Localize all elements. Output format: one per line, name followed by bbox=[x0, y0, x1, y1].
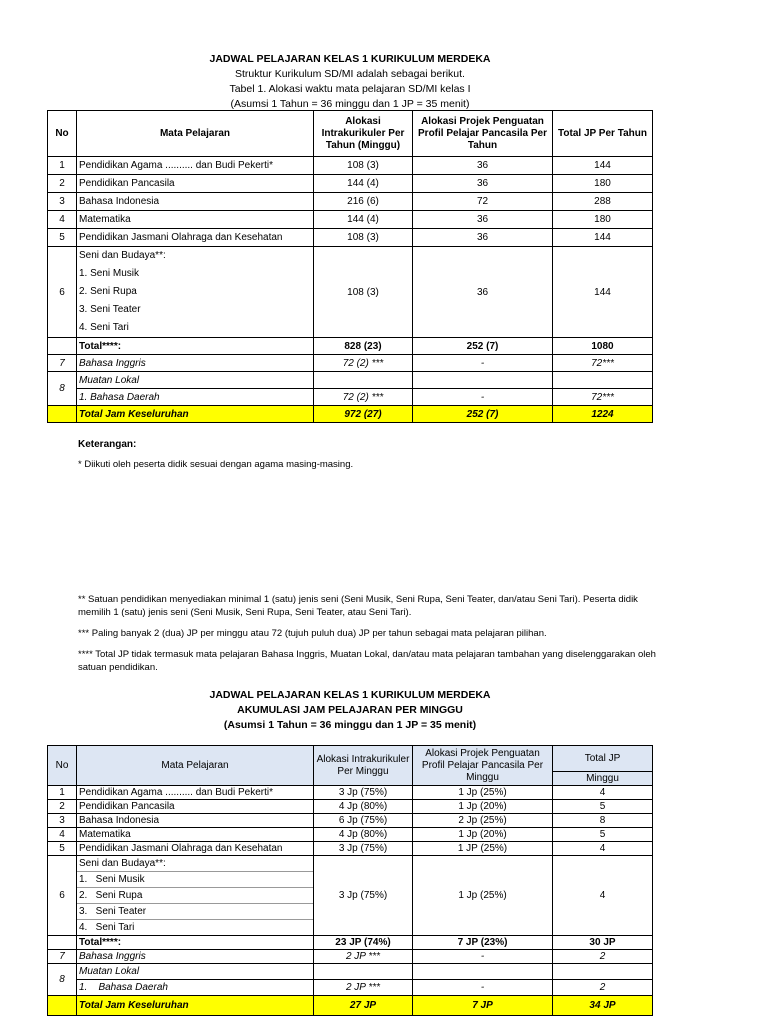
row-intra: 6 Jp (75%) bbox=[314, 814, 413, 828]
row-total: 2 bbox=[553, 950, 653, 964]
row-seni-mapel bbox=[77, 856, 314, 936]
row-intra: 108 (3) bbox=[314, 157, 413, 175]
row-mapel: Muatan Lokal bbox=[77, 964, 314, 980]
table-row-inggris bbox=[48, 950, 653, 964]
table-row-seni bbox=[48, 856, 653, 936]
row-projek: 1 Jp (20%) bbox=[413, 828, 553, 842]
row-mapel-sub: 1. Bahasa Daerah bbox=[77, 980, 314, 996]
row-mapel: Pendidikan Agama .......... dan Budi Pekerti* bbox=[77, 786, 314, 800]
seni-line: 4. Seni Tari bbox=[79, 922, 135, 933]
row-no: 3 bbox=[48, 814, 77, 828]
table-row bbox=[48, 786, 653, 800]
row-intra: 72 (2) *** bbox=[314, 389, 413, 406]
doc1-line2: Struktur Kurikulum SD/MI adalah sebagai berikut. bbox=[235, 68, 465, 80]
row-total: 2 bbox=[553, 980, 653, 996]
keterangan-title: Keterangan: bbox=[78, 439, 137, 450]
table-row-mulok bbox=[48, 964, 653, 980]
row-projek: - bbox=[413, 389, 553, 406]
table-row bbox=[48, 800, 653, 814]
table-row bbox=[48, 157, 653, 175]
table2-header-minggu: Minggu bbox=[553, 772, 653, 786]
table-row-total bbox=[48, 936, 653, 950]
table-row-mulok-sub bbox=[48, 980, 653, 996]
total-intra: 828 (23) bbox=[314, 338, 413, 355]
grand-label: Total Jam Keseluruhan bbox=[77, 996, 314, 1016]
row-total: 180 bbox=[553, 211, 653, 229]
note-4: **** Total JP tidak termasuk mata pelajaran Bahasa Inggris, Muatan Lokal, dan/atau mata pelajaran tambahan yang diselenggarakan oleh satuan pendidikan. bbox=[78, 649, 656, 673]
row-projek: 1 Jp (25%) bbox=[413, 786, 553, 800]
row-no: 2 bbox=[48, 175, 77, 193]
row-no: 4 bbox=[48, 828, 77, 842]
total-label: Total****: bbox=[77, 936, 314, 950]
row-intra: 2 JP *** bbox=[314, 950, 413, 964]
row-no: 6 bbox=[48, 247, 77, 338]
row-mapel: Pendidikan Pancasila bbox=[77, 175, 314, 193]
table-row-grand-total bbox=[48, 996, 653, 1016]
table-row-seni bbox=[48, 247, 653, 338]
row-no: 4 bbox=[48, 211, 77, 229]
row-projek: 1 JP (25%) bbox=[413, 842, 553, 856]
seni-line: 1. Seni Musik bbox=[77, 872, 313, 888]
table-row bbox=[48, 211, 653, 229]
row-projek: 2 Jp (25%) bbox=[413, 814, 553, 828]
table-row bbox=[48, 842, 653, 856]
row-mapel: Matematika bbox=[77, 211, 314, 229]
row-total: 5 bbox=[553, 800, 653, 814]
row-total: 4 bbox=[553, 786, 653, 800]
total-intra: 23 JP (74%) bbox=[314, 936, 413, 950]
table2-header-projek: Alokasi Projek Penguatan Profil Pelajar Pancasila Per Minggu bbox=[413, 746, 553, 786]
table-row bbox=[48, 828, 653, 842]
table1-header-mapel: Mata Pelajaran bbox=[77, 111, 314, 157]
row-no: 1 bbox=[48, 786, 77, 800]
row-no: 6 bbox=[48, 856, 77, 936]
row-projek: 36 bbox=[413, 229, 553, 247]
total-projek: 252 (7) bbox=[413, 338, 553, 355]
row-mapel: Pendidikan Agama .......... dan Budi Pekerti* bbox=[77, 157, 314, 175]
row-mapel: Muatan Lokal bbox=[77, 372, 314, 389]
row-no: 8 bbox=[48, 964, 77, 996]
doc1-title: JADWAL PELAJARAN KELAS 1 KURIKULUM MERDEKA bbox=[209, 53, 491, 65]
row-total: 4 bbox=[553, 842, 653, 856]
table2-header-mapel: Mata Pelajaran bbox=[77, 746, 314, 786]
note-3: *** Paling banyak 2 (dua) JP per minggu atau 72 (tujuh puluh dua) JP per tahun sebagai mata pelajaran pilihan. bbox=[78, 628, 547, 639]
row-projek: 36 bbox=[413, 175, 553, 193]
table-row bbox=[48, 814, 653, 828]
row-total: 144 bbox=[553, 157, 653, 175]
row-no: 7 bbox=[48, 950, 77, 964]
seni-line: Seni dan Budaya**: bbox=[79, 250, 166, 261]
total-projek: 7 JP (23%) bbox=[413, 936, 553, 950]
row-intra: 3 Jp (75%) bbox=[314, 842, 413, 856]
row-intra: 2 JP *** bbox=[314, 980, 413, 996]
grand-intra: 27 JP bbox=[314, 996, 413, 1016]
table-row bbox=[48, 175, 653, 193]
table2 bbox=[47, 745, 653, 1016]
row-mapel: Bahasa Indonesia bbox=[77, 814, 314, 828]
table-row-inggris bbox=[48, 355, 653, 372]
table2-header-intra: Alokasi Intrakurikuler Per Minggu bbox=[314, 746, 413, 786]
keterangan bbox=[78, 438, 658, 471]
note-1: * Diikuti oleh peserta didik sesuai dengan agama masing-masing. bbox=[78, 459, 354, 470]
seni-line: 1. Seni Musik bbox=[79, 268, 140, 279]
seni-line: 2. Seni Rupa bbox=[79, 286, 137, 297]
row-total: 144 bbox=[553, 229, 653, 247]
row-mapel: Matematika bbox=[77, 828, 314, 842]
row-total: 4 bbox=[553, 856, 653, 936]
keterangan-more bbox=[78, 593, 658, 674]
row-intra: 216 (6) bbox=[314, 193, 413, 211]
seni-line: 4. Seni Tari bbox=[79, 322, 129, 333]
note-2: ** Satuan pendidikan menyediakan minimal 1 (satu) jenis seni (Seni Musik, Seni Rupa, Seni Teater, dan/atau Seni Tari). Peserta didik memilih 1 (satu) jenis seni (Seni Musik, Seni Rupa, Seni Teater, atau Seni Tari). bbox=[78, 594, 638, 618]
row-total: 72*** bbox=[553, 355, 653, 372]
doc2-line2: AKUMULASI JAM PELAJARAN PER MINGGU bbox=[237, 704, 463, 716]
row-intra: 4 Jp (80%) bbox=[314, 828, 413, 842]
grand-intra: 972 (27) bbox=[314, 406, 413, 423]
grand-label: Total Jam Keseluruhan bbox=[77, 406, 314, 423]
row-total: 144 bbox=[553, 247, 653, 338]
row-no: 7 bbox=[48, 355, 77, 372]
seni-line: 2. Seni Rupa bbox=[77, 888, 313, 904]
row-total: 180 bbox=[553, 175, 653, 193]
row-projek: - bbox=[413, 950, 553, 964]
row-no: 2 bbox=[48, 800, 77, 814]
row-no: 5 bbox=[48, 842, 77, 856]
row-total: 288 bbox=[553, 193, 653, 211]
doc2-title: JADWAL PELAJARAN KELAS 1 KURIKULUM MERDEKA bbox=[209, 689, 491, 701]
doc2-line3: (Asumsi 1 Tahun = 36 minggu dan 1 JP = 35 menit) bbox=[223, 719, 477, 731]
row-intra: 4 Jp (80%) bbox=[314, 800, 413, 814]
row-projek: - bbox=[413, 980, 553, 996]
row-mapel: Bahasa Inggris bbox=[77, 355, 314, 372]
table-row-mulok-sub bbox=[48, 389, 653, 406]
row-total: 8 bbox=[553, 814, 653, 828]
row-total: 5 bbox=[553, 828, 653, 842]
row-mapel: Bahasa Inggris bbox=[77, 950, 314, 964]
row-mapel: Pendidikan Pancasila bbox=[77, 800, 314, 814]
table1-header-projek: Alokasi Projek Penguatan Profil Pelajar Pancasila Per Tahun bbox=[413, 111, 553, 157]
table1-header-row bbox=[48, 111, 653, 157]
table1-header-no: No bbox=[48, 111, 77, 157]
row-intra: 144 (4) bbox=[314, 175, 413, 193]
row-intra: 108 (3) bbox=[314, 229, 413, 247]
table2-header-no: No bbox=[48, 746, 77, 786]
row-no: 3 bbox=[48, 193, 77, 211]
row-projek: 1 Jp (20%) bbox=[413, 800, 553, 814]
grand-projek: 7 JP bbox=[413, 996, 553, 1016]
row-intra: 3 Jp (75%) bbox=[314, 786, 413, 800]
row-no: 1 bbox=[48, 157, 77, 175]
grand-projek: 252 (7) bbox=[413, 406, 553, 423]
table-row-grand-total bbox=[48, 406, 653, 423]
row-projek: 36 bbox=[413, 247, 553, 338]
row-mapel: Pendidikan Jasmani Olahraga dan Kesehatan bbox=[77, 229, 314, 247]
seni-line: 3. Seni Teater bbox=[79, 304, 141, 315]
row-projek: 1 Jp (25%) bbox=[413, 856, 553, 936]
row-total: 72*** bbox=[553, 389, 653, 406]
total-total: 30 JP bbox=[553, 936, 653, 950]
row-seni-mapel bbox=[77, 247, 314, 338]
row-mapel-sub: 1. Bahasa Daerah bbox=[77, 389, 314, 406]
doc1-line4: (Asumsi 1 Tahun = 36 minggu dan 1 JP = 35 menit) bbox=[230, 98, 470, 110]
doc1-heading bbox=[0, 52, 700, 112]
row-intra: 144 (4) bbox=[314, 211, 413, 229]
total-label: Total****: bbox=[77, 338, 314, 355]
table2-header-row bbox=[48, 746, 653, 772]
row-no: 5 bbox=[48, 229, 77, 247]
seni-line: Seni dan Budaya**: bbox=[77, 856, 313, 872]
row-intra: 72 (2) *** bbox=[314, 355, 413, 372]
row-projek: 36 bbox=[413, 157, 553, 175]
table-row-mulok bbox=[48, 372, 653, 389]
table1 bbox=[47, 110, 653, 423]
row-projek: 72 bbox=[413, 193, 553, 211]
row-projek: - bbox=[413, 355, 553, 372]
row-mapel: Pendidikan Jasmani Olahraga dan Kesehatan bbox=[77, 842, 314, 856]
table1-header-intra: Alokasi Intrakurikuler Per Tahun (Minggu) bbox=[314, 111, 413, 157]
table-row bbox=[48, 193, 653, 211]
row-no: 8 bbox=[48, 372, 77, 406]
row-intra: 3 Jp (75%) bbox=[314, 856, 413, 936]
table-row bbox=[48, 229, 653, 247]
total-total: 1080 bbox=[553, 338, 653, 355]
row-intra: 108 (3) bbox=[314, 247, 413, 338]
doc1-line3: Tabel 1. Alokasi waktu mata pelajaran SD/MI kelas I bbox=[229, 83, 471, 95]
doc2-heading bbox=[0, 688, 700, 733]
table2-header-total: Total JP bbox=[553, 746, 653, 772]
row-mapel: Bahasa Indonesia bbox=[77, 193, 314, 211]
row-projek: 36 bbox=[413, 211, 553, 229]
table1-header-total: Total JP Per Tahun bbox=[553, 111, 653, 157]
grand-total: 1224 bbox=[553, 406, 653, 423]
grand-total: 34 JP bbox=[553, 996, 653, 1016]
table-row-total bbox=[48, 338, 653, 355]
seni-line: 3. Seni Teater bbox=[77, 904, 313, 920]
